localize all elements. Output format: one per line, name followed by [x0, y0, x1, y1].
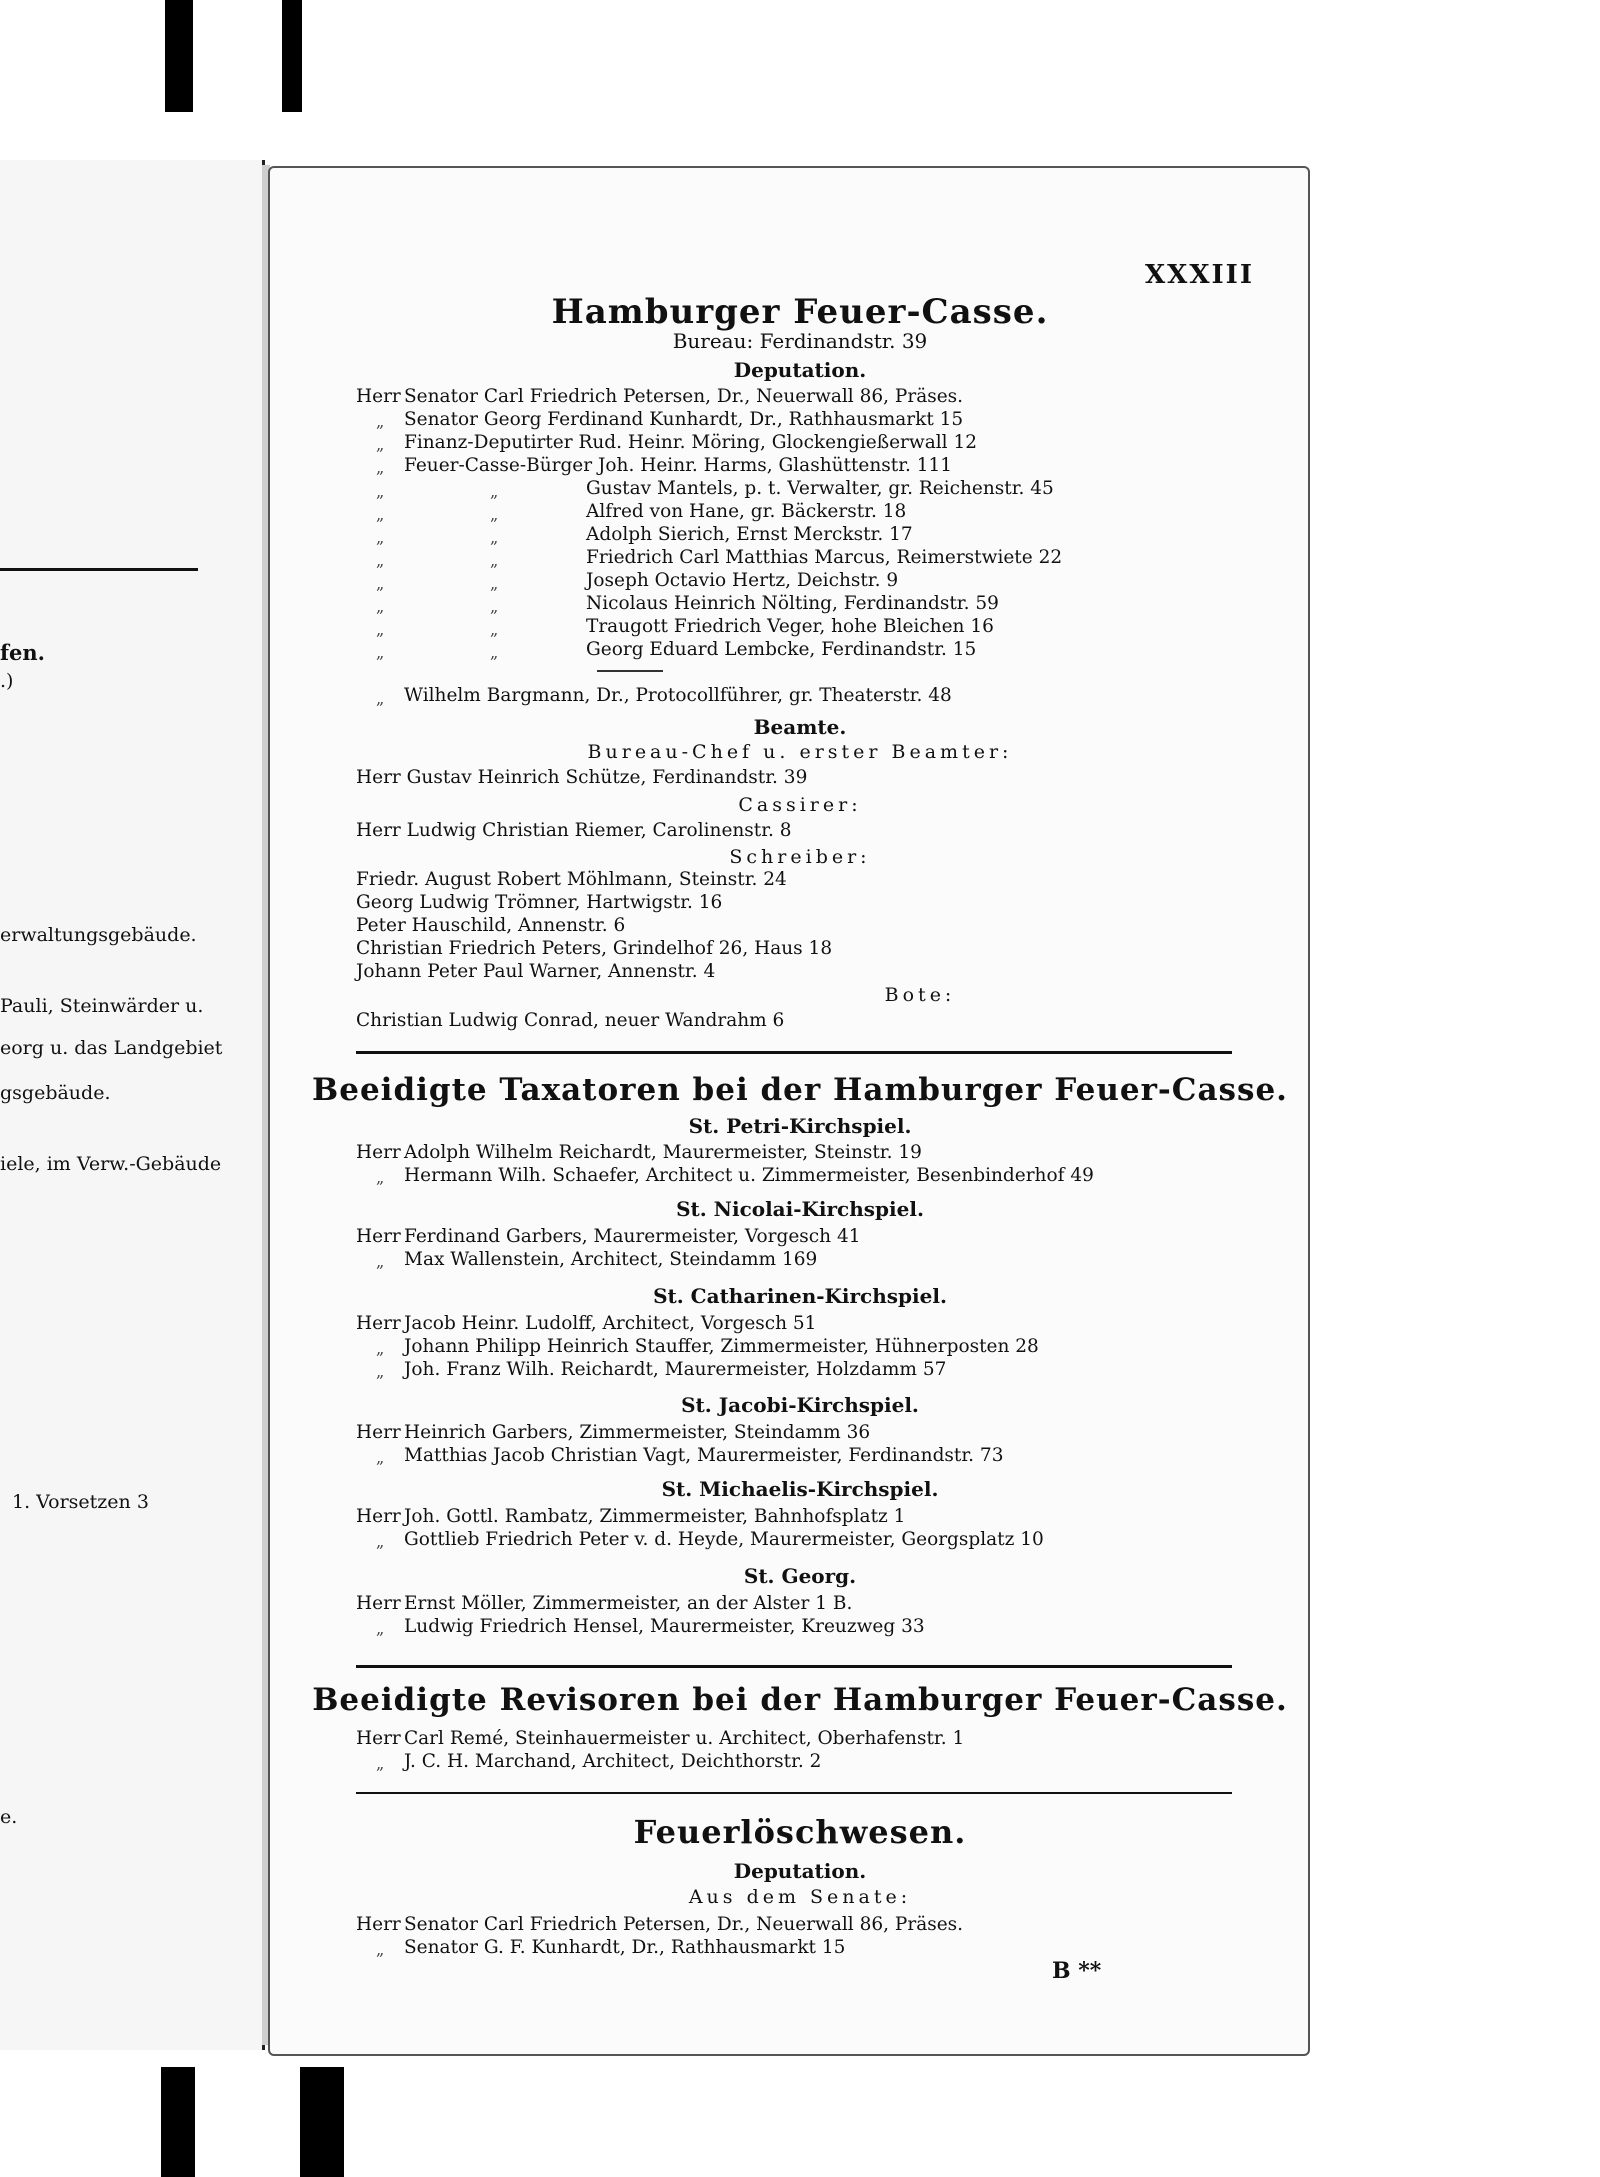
left-fragment: Pauli, Steinwärder u.	[0, 995, 204, 1017]
ditto-mark: „	[376, 1168, 385, 1187]
ditto-mark: „	[490, 620, 499, 639]
entry-prefix: Herr	[356, 1593, 401, 1614]
ditto-mark: „	[490, 551, 499, 570]
entry-prefix: Herr	[356, 1728, 401, 1749]
appraiser-entry: Max Wallenstein, Architect, Steindamm 169	[404, 1249, 818, 1270]
clerk-entry: Peter Hauschild, Annenstr. 6	[356, 915, 626, 936]
parish-heading: St. Petri-Kirchspiel.	[688, 1114, 912, 1138]
clerks-heading: Schreiber:	[729, 846, 871, 868]
deputation-entry: Senator Georg Ferdinand Kunhardt, Dr., Rathhausmarkt 15	[404, 409, 964, 430]
left-fragment: iele, im Verw.-Gebäude	[0, 1153, 222, 1175]
appraiser-entry: Jacob Heinr. Ludolff, Architect, Vorgesch 51	[404, 1313, 817, 1334]
section-title-firefighting: Feuerlöschwesen.	[633, 1813, 967, 1851]
bureau-chief-entry: Herr Gustav Heinrich Schütze, Ferdinandstr. 39	[356, 767, 808, 788]
ditto-mark: „	[376, 1754, 385, 1773]
messenger-entry: Christian Ludwig Conrad, neuer Wandrahm 6	[356, 1010, 785, 1031]
senate-heading: Aus dem Senate:	[688, 1886, 912, 1908]
deputation-entry: Friedrich Carl Matthias Marcus, Reimerstwiete 22	[586, 547, 1063, 568]
entry-prefix: Herr	[356, 1506, 401, 1527]
left-fragment: e.	[0, 1806, 18, 1828]
scan-bar-bottom-right	[300, 2067, 344, 2177]
ditto-mark: „	[376, 458, 385, 477]
section-rule	[356, 1051, 1232, 1054]
ditto-mark: „	[490, 597, 499, 616]
appraiser-entry: Heinrich Garbers, Zimmermeister, Steindamm 36	[404, 1422, 871, 1443]
ditto-mark: „	[376, 1940, 385, 1959]
officials-heading: Beamte.	[753, 715, 847, 739]
left-fragment: .)	[0, 670, 14, 692]
appraiser-entry: Johann Philipp Heinrich Stauffer, Zimmermeister, Hühnerposten 28	[404, 1336, 1039, 1357]
ditto-mark: „	[376, 412, 385, 431]
parish-heading: St. Catharinen-Kirchspiel.	[653, 1284, 947, 1308]
clerk-entry: Christian Friedrich Peters, Grindelhof 26, Haus 18	[356, 938, 833, 959]
ditto-mark: „	[490, 505, 499, 524]
cashier-entry: Herr Ludwig Christian Riemer, Carolinenstr. 8	[356, 820, 792, 841]
deputation-entry: Wilhelm Bargmann, Dr., Protocollführer, gr. Theaterstr. 48	[404, 685, 952, 706]
deputation-entry: Finanz-Deputirter Rud. Heinr. Möring, Glockengießerwall 12	[404, 432, 977, 453]
deputation-entry: Adolph Sierich, Ernst Merckstr. 17	[586, 524, 913, 545]
ditto-mark: „	[376, 1362, 385, 1381]
ditto-mark: „	[376, 689, 385, 708]
appraiser-entry: Gottlieb Friedrich Peter v. d. Heyde, Maurermeister, Georgsplatz 10	[404, 1529, 1044, 1550]
auditor-entry: Carl Remé, Steinhauermeister u. Architect, Oberhafenstr. 1	[404, 1728, 965, 1749]
ditto-mark: „	[376, 1619, 385, 1638]
deputation-entry: Senator Carl Friedrich Petersen, Dr., Neuerwall 86, Präses.	[404, 386, 964, 407]
scan-bar-bottom-left	[161, 2067, 195, 2177]
ditto-mark: „	[490, 528, 499, 547]
ditto-mark: „	[490, 643, 499, 662]
appraiser-entry: Joh. Gottl. Rambatz, Zimmermeister, Bahnhofsplatz 1	[404, 1506, 906, 1527]
clerk-entry: Friedr. August Robert Möhlmann, Steinstr. 24	[356, 869, 787, 890]
ditto-mark: „	[376, 620, 385, 639]
section-rule	[356, 1665, 1232, 1668]
clerk-entry: Johann Peter Paul Warner, Annenstr. 4	[356, 961, 716, 982]
entry-prefix: Herr	[356, 1914, 401, 1935]
deputation-entry: Traugott Friedrich Veger, hohe Bleichen 16	[586, 616, 994, 637]
deputation-entry: Gustav Mantels, p. t. Verwalter, gr. Reichenstr. 45	[586, 478, 1054, 499]
bureau-chief-heading: Bureau-Chef u. erster Beamter:	[587, 741, 1013, 763]
left-fragment: fen.	[0, 640, 45, 665]
ditto-mark: „	[376, 505, 385, 524]
page-number: XXXIII	[1145, 260, 1255, 290]
entry-prefix: Herr	[356, 1313, 401, 1334]
scan-bar-top-left	[165, 0, 193, 112]
deputation-entry: Georg Eduard Lembcke, Ferdinandstr. 15	[586, 639, 977, 660]
deputation-entry: Joseph Octavio Hertz, Deichstr. 9	[586, 570, 899, 591]
ditto-mark: „	[376, 643, 385, 662]
parish-heading: St. Michaelis-Kirchspiel.	[661, 1477, 939, 1501]
separator-dash	[597, 670, 663, 672]
ditto-mark: „	[376, 597, 385, 616]
cashier-heading: Cassirer:	[738, 794, 862, 816]
left-fragment: 1. Vorsetzen 3	[12, 1491, 149, 1513]
ditto-mark: „	[376, 551, 385, 570]
deputation-heading: Deputation.	[733, 1859, 867, 1883]
clerk-entry: Georg Ludwig Trömner, Hartwigstr. 16	[356, 892, 723, 913]
ditto-mark: „	[376, 574, 385, 593]
entry-prefix: Herr	[356, 386, 401, 407]
firefighting-entry: Senator G. F. Kunhardt, Dr., Rathhausmarkt 15	[404, 1937, 846, 1958]
appraiser-entry: Ludwig Friedrich Hensel, Maurermeister, Kreuzweg 33	[404, 1616, 925, 1637]
appraiser-entry: Ernst Möller, Zimmermeister, an der Alster 1 B.	[404, 1593, 853, 1614]
parish-heading: St. Jacobi-Kirchspiel.	[681, 1393, 919, 1417]
ditto-mark: „	[376, 528, 385, 547]
left-fragment: eorg u. das Landgebiet	[0, 1037, 223, 1059]
bureau-address: Bureau: Ferdinandstr. 39	[672, 329, 928, 353]
left-fragment: gsgebäude.	[0, 1082, 111, 1104]
ditto-mark: „	[490, 482, 499, 501]
deputation-entry: Feuer-Casse-Bürger Joh. Heinr. Harms, Glashüttenstr. 111	[404, 455, 953, 476]
messenger-heading: Bote:	[884, 984, 956, 1006]
section-title-appraisers: Beeidigte Taxatoren bei der Hamburger Feuer-Casse.	[312, 1072, 1288, 1108]
auditor-entry: J. C. H. Marchand, Architect, Deichthorstr. 2	[404, 1751, 822, 1772]
parish-heading: St. Nicolai-Kirchspiel.	[676, 1197, 924, 1221]
appraiser-entry: Hermann Wilh. Schaefer, Architect u. Zimmermeister, Besenbinderhof 49	[404, 1165, 1094, 1186]
section-rule	[356, 1792, 1232, 1794]
parish-heading: St. Georg.	[743, 1564, 857, 1588]
ditto-mark: „	[376, 435, 385, 454]
entry-prefix: Herr	[356, 1422, 401, 1443]
section-title-auditors: Beeidigte Revisoren bei der Hamburger Feuer-Casse.	[312, 1682, 1288, 1718]
deputation-entry: Nicolaus Heinrich Nölting, Ferdinandstr. 59	[586, 593, 999, 614]
appraiser-entry: Ferdinand Garbers, Maurermeister, Vorgesch 41	[404, 1226, 861, 1247]
deputation-heading: Deputation.	[733, 358, 867, 382]
appraiser-entry: Joh. Franz Wilh. Reichardt, Maurermeister, Holzdamm 57	[404, 1359, 947, 1380]
deputation-entry: Alfred von Hane, gr. Bäckerstr. 18	[586, 501, 907, 522]
left-fragment: erwaltungsgebäude.	[0, 924, 197, 946]
ditto-mark: „	[376, 1252, 385, 1271]
section-title-fire-fund: Hamburger Feuer-Casse.	[551, 292, 1049, 332]
ditto-mark: „	[376, 1448, 385, 1467]
entry-prefix: Herr	[356, 1142, 401, 1163]
entry-prefix: Herr	[356, 1226, 401, 1247]
firefighting-entry: Senator Carl Friedrich Petersen, Dr., Neuerwall 86, Präses.	[404, 1914, 964, 1935]
ditto-mark: „	[376, 482, 385, 501]
scan-bar-top-right	[282, 0, 302, 112]
appraiser-entry: Adolph Wilhelm Reichardt, Maurermeister, Steinstr. 19	[404, 1142, 922, 1163]
ditto-mark: „	[376, 1532, 385, 1551]
ditto-mark: „	[490, 574, 499, 593]
appraiser-entry: Matthias Jacob Christian Vagt, Maurermeister, Ferdinandstr. 73	[404, 1445, 1004, 1466]
ditto-mark: „	[376, 1339, 385, 1358]
left-page-rule	[0, 568, 198, 571]
signature-mark: B **	[1052, 1958, 1102, 1984]
